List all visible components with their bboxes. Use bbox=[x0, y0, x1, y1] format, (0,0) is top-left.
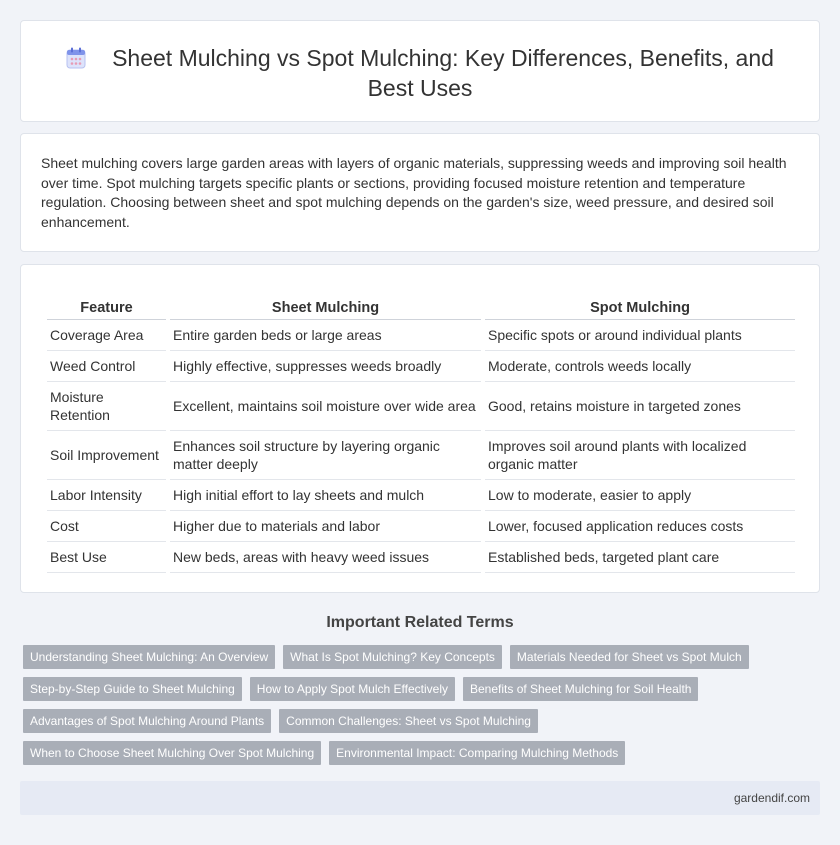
table-cell-spot: Good, retains moisture in targeted zones bbox=[485, 382, 795, 431]
table-cell-feature: Best Use bbox=[47, 542, 166, 573]
related-term-link[interactable]: Step-by-Step Guide to Sheet Mulching bbox=[23, 677, 242, 701]
related-term-link[interactable]: Common Challenges: Sheet vs Spot Mulching bbox=[279, 709, 538, 733]
tag-row bbox=[23, 741, 803, 765]
table-row bbox=[47, 480, 795, 511]
page-title-text: Sheet Mulching vs Spot Mulching: Key Differences, Benefits, and Best Uses bbox=[112, 45, 774, 101]
related-term-link[interactable]: Benefits of Sheet Mulching for Soil Health bbox=[463, 677, 698, 701]
title-wrap bbox=[21, 43, 819, 103]
tag-row bbox=[23, 645, 803, 669]
table-row bbox=[47, 431, 795, 480]
table-cell-spot: Moderate, controls weeds locally bbox=[485, 351, 795, 382]
table-cell-spot: Established beds, targeted plant care bbox=[485, 542, 795, 573]
table-cell-feature: Labor Intensity bbox=[47, 480, 166, 511]
table-cell-feature: Coverage Area bbox=[47, 320, 166, 351]
table-cell-feature: Weed Control bbox=[47, 351, 166, 382]
table-cell-sheet: Higher due to materials and labor bbox=[170, 511, 481, 542]
table-cell-sheet: New beds, areas with heavy weed issues bbox=[170, 542, 481, 573]
related-term-link[interactable]: Materials Needed for Sheet vs Spot Mulch bbox=[510, 645, 749, 669]
table-row bbox=[47, 351, 795, 382]
column-header-spot-mulching: Spot Mulching bbox=[485, 293, 795, 320]
table-cell-feature: Moisture Retention bbox=[47, 382, 166, 431]
calendar-icon bbox=[66, 47, 86, 69]
footer-site-name: gardendif.com bbox=[733, 791, 810, 805]
table-cell-spot: Lower, focused application reduces costs bbox=[485, 511, 795, 542]
header-card bbox=[20, 20, 820, 122]
table-cell-spot: Low to moderate, easier to apply bbox=[485, 480, 795, 511]
table-cell-feature: Soil Improvement bbox=[47, 431, 166, 480]
table-row bbox=[47, 320, 795, 351]
intro-card bbox=[20, 133, 820, 252]
table-cell-sheet: Entire garden beds or large areas bbox=[170, 320, 481, 351]
table-row bbox=[47, 542, 795, 573]
table-cell-sheet: Excellent, maintains soil moisture over wide area bbox=[170, 382, 481, 431]
column-header-feature: Feature bbox=[47, 293, 166, 320]
comparison-table-card bbox=[20, 264, 820, 593]
footer-bar bbox=[20, 781, 820, 815]
table-row bbox=[47, 511, 795, 542]
tag-row bbox=[23, 677, 803, 701]
related-term-link[interactable]: How to Apply Spot Mulch Effectively bbox=[250, 677, 455, 701]
table-cell-spot: Specific spots or around individual plants bbox=[485, 320, 795, 351]
table-row bbox=[47, 382, 795, 431]
related-term-link[interactable]: Understanding Sheet Mulching: An Overview bbox=[23, 645, 275, 669]
table-cell-feature: Cost bbox=[47, 511, 166, 542]
column-header-sheet-mulching: Sheet Mulching bbox=[170, 293, 481, 320]
comparison-table bbox=[43, 293, 799, 573]
related-terms-list bbox=[23, 645, 803, 773]
related-term-link[interactable]: Environmental Impact: Comparing Mulching Methods bbox=[329, 741, 625, 765]
table-cell-sheet: Highly effective, suppresses weeds broadly bbox=[170, 351, 481, 382]
related-term-link[interactable]: What Is Spot Mulching? Key Concepts bbox=[283, 645, 502, 669]
related-term-link[interactable]: Advantages of Spot Mulching Around Plants bbox=[23, 709, 271, 733]
table-cell-sheet: High initial effort to lay sheets and mulch bbox=[170, 480, 481, 511]
tag-row bbox=[23, 709, 803, 733]
related-term-link[interactable]: When to Choose Sheet Mulching Over Spot Mulching bbox=[23, 741, 321, 765]
page-title bbox=[51, 43, 789, 103]
table-cell-sheet: Enhances soil structure by layering organic matter deeply bbox=[170, 431, 481, 480]
intro-paragraph: Sheet mulching covers large garden areas with layers of organic materials, suppressing weeds and improving soil health over time. Spot mulching targets specific plants or sections, providing focused moisture retention and temperature regulation. Choosing between sheet and spot mulching depends on the garden's size, weed pressure, and desired soil enhancement. bbox=[41, 155, 787, 230]
table-header-row bbox=[47, 293, 795, 320]
related-terms-heading: Important Related Terms bbox=[326, 614, 514, 631]
table-cell-spot: Improves soil around plants with localized organic matter bbox=[485, 431, 795, 480]
